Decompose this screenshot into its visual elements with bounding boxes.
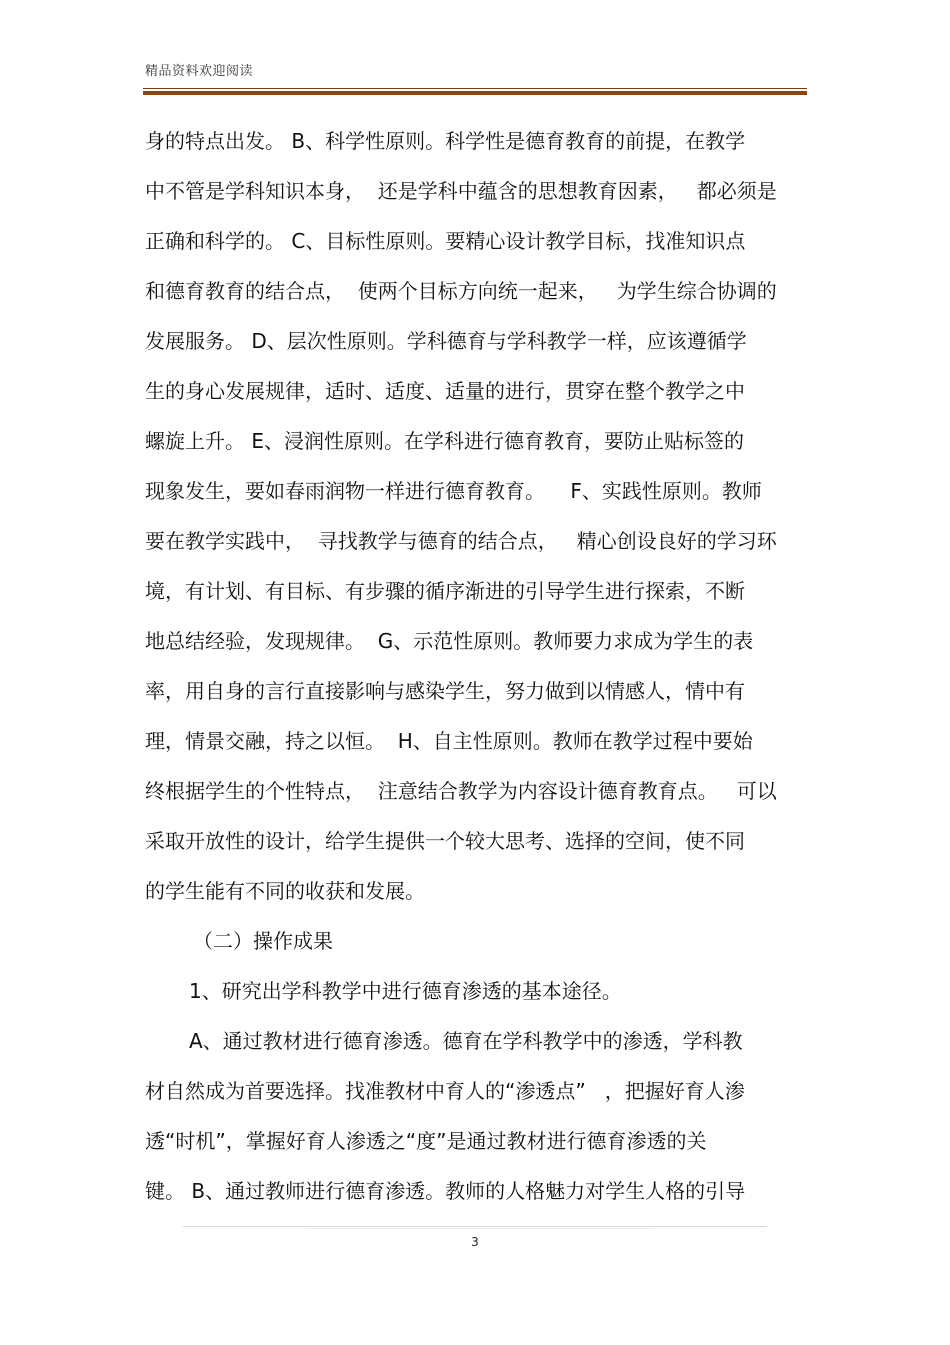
body-line: 和德育教育的结合点， 使两个目标方向统一起来， 为学生综合协调的 (145, 279, 777, 303)
body-line: 现象发生，要如春雨润物一样进行德育教育。 F、实践性原则。教师 (145, 479, 762, 503)
body-line: 生的身心发展规律，适时、适度、适量的进行，贯穿在整个教学之中 (145, 379, 745, 403)
paragraph-line: 键。 B、通过教师进行德育渗透。教师的人格魅力对学生人格的引导 (145, 1179, 746, 1203)
body-line: 境，有计划、有目标、有步骤的循序渐进的引导学生进行探索，不断 (145, 579, 745, 603)
footer-divider (183, 1226, 767, 1227)
body-line: 的学生能有不同的收获和发展。 (145, 879, 425, 903)
body-line: 正确和科学的。 C、目标性原则。要精心设计教学目标，找准知识点 (145, 229, 746, 253)
paragraph-line: 材自然成为首要选择。找准教材中育人的“渗透点” ，把握好育人渗 (145, 1079, 745, 1103)
body-line: 地总结经验，发现规律。 G、示范性原则。教师要力求成为学生的表 (145, 629, 754, 653)
footer-divider-shadow (305, 1228, 655, 1229)
header-divider-thin (143, 88, 807, 89)
section-heading: （二）操作成果 (193, 929, 333, 953)
body-line: 采取开放性的设计，给学生提供一个较大思考、选择的空间，使不同 (145, 829, 745, 853)
body-line: 螺旋上升。 E、浸润性原则。在学科进行德育教育，要防止贴标签的 (145, 429, 744, 453)
body-line: 发展服务。 D、层次性原则。学科德育与学科教学一样，应该遵循学 (145, 329, 747, 353)
header-divider-thick (143, 91, 807, 95)
page-number: 3 (471, 1235, 479, 1249)
body-line: 要在教学实践中， 寻找教学与德育的结合点， 精心创设良好的学习环 (145, 529, 777, 553)
paragraph-line: 透“时机”，掌握好育人渗透之“度”是通过教材进行德育渗透的关 (145, 1129, 707, 1153)
body-line: 终根据学生的个性特点， 注意结合教学为内容设计德育教育点。 可以 (145, 779, 777, 803)
page-header-title: 精品资料欢迎阅读 (145, 64, 254, 79)
document-body (145, 122, 810, 1222)
body-line: 中不管是学科知识本身， 还是学科中蕴含的思想教育因素， 都必须是 (145, 179, 777, 203)
body-line: 率，用自身的言行直接影响与感染学生，努力做到以情感人，情中有 (145, 679, 745, 703)
numbered-item: 1、研究出学科教学中进行德育渗透的基本途径。 (189, 979, 622, 1003)
paragraph-line: A、通过教材进行德育渗透。德育在学科教学中的渗透，学科教 (189, 1029, 743, 1053)
body-line: 理，情景交融，持之以恒。 H、自主性原则。教师在教学过程中要始 (145, 729, 753, 753)
body-line: 身的特点出发。 B、科学性原则。科学性是德育教育的前提，在教学 (145, 129, 746, 153)
